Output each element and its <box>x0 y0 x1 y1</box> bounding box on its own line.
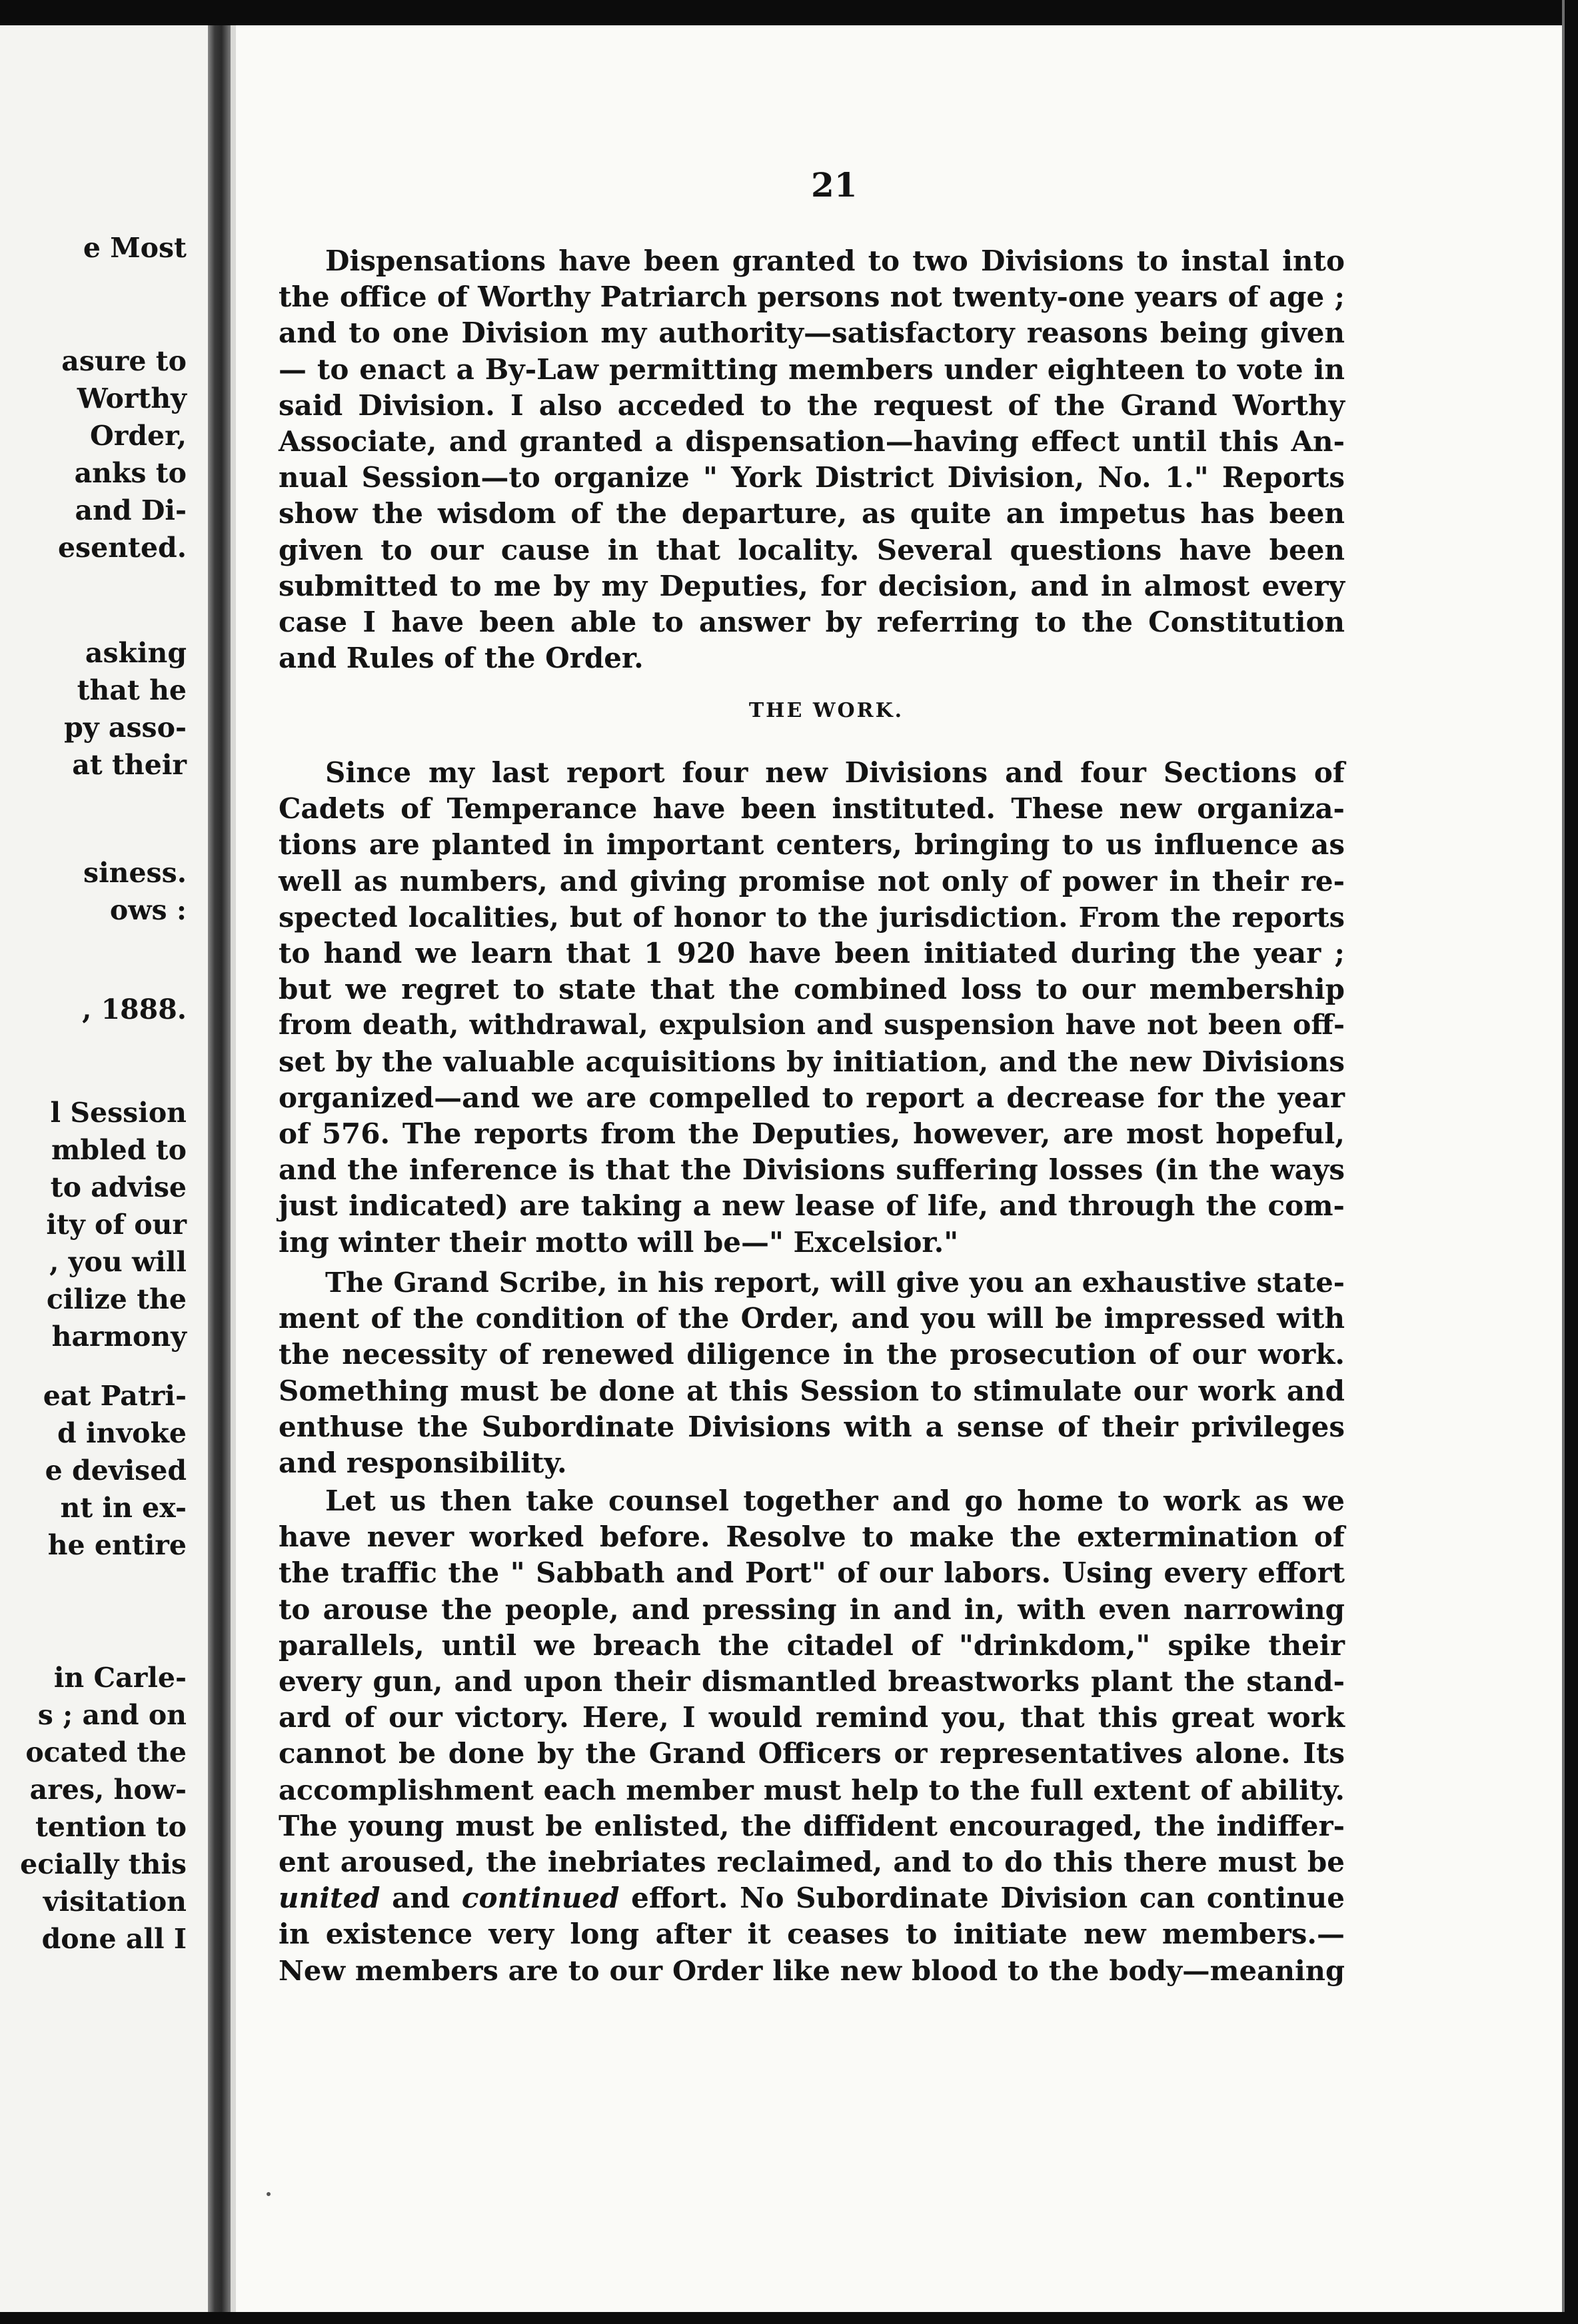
left-page-line: Order, <box>90 420 187 452</box>
text-line: enthuse the Subordinate Divisions with a sense of their privileges <box>279 1411 1345 1443</box>
text-line: cannot be done by the Grand Officers or representatives alone. Its <box>279 1737 1345 1770</box>
text-line: given to our cause in that locality. Several questions have been <box>279 534 1345 566</box>
left-page-line: harmony <box>51 1321 187 1353</box>
scan-border-bottom <box>0 2312 1578 2324</box>
left-page-line: e devised <box>45 1454 187 1486</box>
left-page-line: at their <box>72 749 187 781</box>
text-line: but we regret to state that the combined loss to our membership <box>279 973 1345 1005</box>
book-gutter <box>208 25 231 2312</box>
left-page-line: mbled to <box>51 1134 187 1166</box>
text-line: — to enact a By-Law permitting members under eighteen to vote in <box>279 353 1345 386</box>
text-line: ard of our victory. Here, I would remind you, that this great work <box>279 1701 1345 1734</box>
left-page-line: , 1888. <box>82 993 187 1025</box>
text-line: the office of Worthy Patriarch persons not twenty-one years of age ; <box>279 281 1345 313</box>
left-page-line: siness. <box>83 857 187 889</box>
left-page-line: d invoke <box>57 1417 187 1449</box>
left-page-line: esented. <box>57 532 187 564</box>
text-line: Dispensations have been granted to two Divisions to instal into <box>325 245 1345 277</box>
text-line: in existence very long after it ceases to initiate new members.— <box>279 1918 1345 1950</box>
left-page-line: that he <box>77 674 187 706</box>
left-page-line: py asso- <box>64 712 187 744</box>
text-span: and <box>380 1882 462 1914</box>
left-page-line: asure to <box>61 345 187 377</box>
text-line: submitted to me by my Deputies, for decision, and in almost every <box>279 570 1345 602</box>
text-line: to arouse the people, and pressing in and in, with even narrowing <box>279 1593 1345 1626</box>
left-page-line: nt in ex- <box>60 1492 187 1524</box>
text-line: of 576. The reports from the Deputies, however, are most hopeful, <box>279 1117 1345 1150</box>
text-line: spected localities, but of honor to the jurisdiction. From the reports <box>279 901 1345 933</box>
text-line: Cadets of Temperance have been instituted. These new organiza- <box>279 792 1345 825</box>
text-line: and to one Division my authority—satisfactory reasons being given <box>279 316 1345 349</box>
text-line: and responsibility. <box>279 1447 567 1479</box>
text-line-italic <box>279 1884 1345 1912</box>
scan-border-top <box>0 0 1578 25</box>
left-page-line: ity of our <box>46 1209 187 1241</box>
left-page-line: s ; and on <box>37 1699 187 1731</box>
left-page-line: asking <box>85 637 187 669</box>
text-line: The Grand Scribe, in his report, will give you an exhaustive state- <box>325 1266 1345 1299</box>
emphasis-continued: continued <box>461 1882 620 1914</box>
text-line: New members are to our Order like new blood to the body—meaning <box>279 1954 1345 1987</box>
left-page-line: and Di- <box>75 494 187 526</box>
text-line: organized—and we are compelled to report a decrease for the year <box>279 1081 1345 1114</box>
left-page-line: tention to <box>35 1811 187 1843</box>
left-page-line: he entire <box>47 1529 187 1561</box>
text-line: parallels, until we breach the citadel of "drinkdom," spike their <box>279 1629 1345 1662</box>
left-page-line: ocated the <box>25 1736 187 1768</box>
text-line: tions are planted in important centers, bringing to us influence as <box>279 828 1345 861</box>
left-page-line: Worthy <box>77 382 187 414</box>
left-page-line: to advise <box>50 1171 187 1203</box>
left-page-line: cilize the <box>46 1283 187 1315</box>
text-line: nual Session—to organize " York District Division, No. 1." Reports <box>279 461 1345 494</box>
text-span: effort. No Subordinate Division can continue <box>619 1882 1345 1914</box>
text-line: Associate, and granted a dispensation—having effect until this An- <box>279 425 1345 458</box>
page-number: 21 <box>811 165 858 205</box>
text-line: ment of the condition of the Order, and you will be impressed with <box>279 1302 1345 1335</box>
left-page-line: eat Patri- <box>43 1380 187 1412</box>
left-page-line: done all I <box>41 1923 187 1955</box>
text-line: show the wisdom of the departure, as quite an impetus has been <box>279 497 1345 530</box>
scan-speck <box>267 2192 271 2196</box>
left-page-line: in Carle- <box>53 1662 187 1694</box>
text-line: have never worked before. Resolve to make the extermination of <box>279 1520 1345 1553</box>
text-line: Something must be done at this Session to stimulate our work and <box>279 1375 1345 1407</box>
text-line: set by the valuable acquisitions by initiation, and the new Divisions <box>279 1045 1345 1078</box>
gutter-edge <box>231 25 236 2312</box>
left-page-line: ares, how- <box>29 1774 187 1806</box>
section-heading: THE WORK. <box>748 699 904 722</box>
text-line: ent aroused, the inebriates reclaimed, and to do this there must be <box>279 1846 1345 1878</box>
text-line: and the inference is that the Divisions suffering losses (in the ways <box>279 1153 1345 1186</box>
text-line: The young must be enlisted, the diffident encouraged, the indiffer- <box>279 1810 1345 1842</box>
text-line: accomplishment each member must help to the full extent of ability. <box>279 1774 1345 1806</box>
text-line: the traffic the " Sabbath and Port" of our labors. Using every effort <box>279 1556 1345 1589</box>
text-line: from death, withdrawal, expulsion and suspension have not been off- <box>279 1009 1345 1041</box>
text-line: case I have been able to answer by referring to the Constitution <box>279 606 1345 638</box>
left-page-line: ows : <box>109 894 187 926</box>
text-line: and Rules of the Order. <box>279 642 644 674</box>
text-line: well as numbers, and giving promise not only of power in their re- <box>279 865 1345 897</box>
text-line: ing winter their motto will be—" Excelsior." <box>279 1226 959 1259</box>
left-page-line: e Most <box>83 232 187 264</box>
emphasis-united: united <box>279 1882 381 1914</box>
text-line: just indicated) are taking a new lease of life, and through the com- <box>279 1189 1345 1222</box>
left-page-line: anks to <box>74 457 187 489</box>
text-line: Since my last report four new Divisions and four Sections of <box>325 756 1345 789</box>
text-line: Let us then take counsel together and go home to work as we <box>325 1484 1345 1517</box>
text-line: to hand we learn that 1 920 have been initiated during the year ; <box>279 937 1345 969</box>
left-page-line: , you will <box>49 1246 187 1278</box>
text-line: the necessity of renewed diligence in the prosecution of our work. <box>279 1338 1345 1371</box>
text-line: every gun, and upon their dismantled breastworks plant the stand- <box>279 1665 1345 1698</box>
scan-border-right <box>1565 0 1578 2324</box>
left-page-line: visitation <box>43 1886 187 1918</box>
left-page-line: ecially this <box>20 1848 187 1880</box>
left-page-line: l Session <box>50 1097 187 1129</box>
left-page-fragment <box>0 25 208 2312</box>
text-line: said Division. I also acceded to the request of the Grand Worthy <box>279 389 1345 422</box>
